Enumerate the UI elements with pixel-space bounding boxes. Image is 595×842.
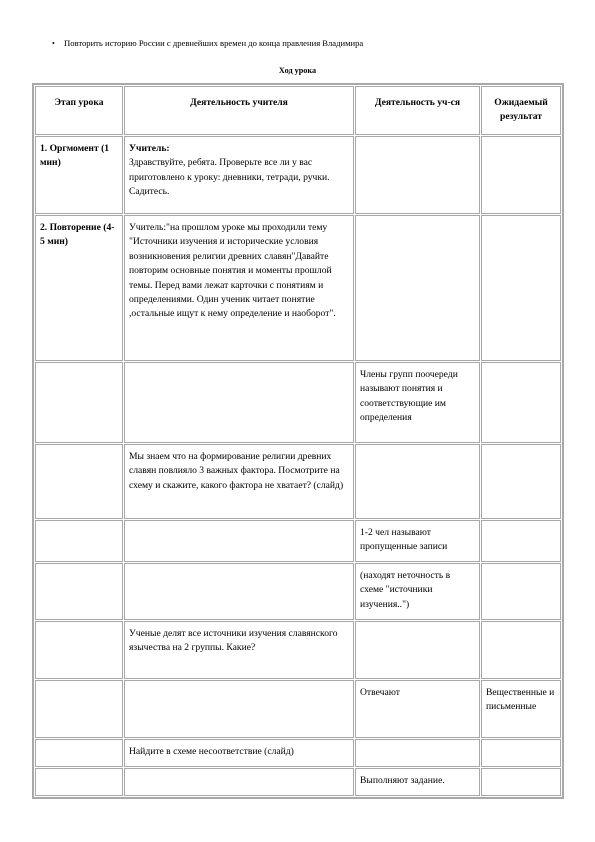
result-cell <box>481 362 561 443</box>
result-cell <box>481 215 561 361</box>
teacher-cell <box>124 520 354 562</box>
table-row <box>35 768 561 796</box>
teacher-cell: Ученые делят все источники изучения славянского язычества на 2 группы. Какие? <box>124 621 354 679</box>
stage-cell <box>35 520 123 562</box>
students-cell: Выполняют задание. <box>355 768 480 796</box>
bullet-item <box>52 38 363 48</box>
result-cell: Вещественные и письменные <box>481 680 561 738</box>
teacher-cell: Учитель:"на прошлом уроке мы проходили тему "Источники изучения и исторические условия возникновения религии древних славян"Давайте повторим основные понятия и моменты прошлой темы. Перед вами лежат карточки с понятиям и определениями. Один ученик читает понятие ,остальные ищут к нему определение и наоборот". <box>124 215 354 361</box>
table-header-row <box>35 86 561 135</box>
students-cell: 1-2 чел называют пропущенные записи <box>355 520 480 562</box>
bullet-text: Повторить историю России с древнейших времен до конца правления Владимира <box>64 38 364 48</box>
students-cell: (находят неточность в схеме "источники изучения..") <box>355 563 480 620</box>
teacher-label: Учитель: <box>129 143 170 154</box>
result-cell <box>481 136 561 214</box>
result-cell <box>481 520 561 562</box>
table-row <box>35 215 561 361</box>
teacher-cell: Мы знаем что на формирование религии древних славян повлияло 3 важных фактора. Посмотрите на схему и скажите, какого фактора не хватает? (слайд) <box>124 444 354 519</box>
bullet-dot-icon: • <box>52 39 55 48</box>
lesson-heading: Ход урока <box>278 66 317 75</box>
stage-cell <box>35 680 123 738</box>
result-cell <box>481 739 561 767</box>
teacher-cell <box>124 768 354 796</box>
teacher-cell <box>124 136 354 214</box>
teacher-cell <box>124 680 354 738</box>
column-header-stage: Этап урока <box>35 86 123 135</box>
students-cell <box>355 739 480 767</box>
teacher-text: Здравствуйте, ребята. Проверьте все ли у вас приготовлено к уроку: дневники, тетради, ручки. Садитесь. <box>129 157 330 198</box>
teacher-cell: Найдите в схеме несоответствие (слайд) <box>124 739 354 767</box>
stage-cell <box>35 444 123 519</box>
table-row <box>35 136 561 214</box>
table-row <box>35 621 561 679</box>
students-cell: Члены групп поочереди называют понятия и соответствующие им определения <box>355 362 480 443</box>
stage-cell <box>35 768 123 796</box>
lesson-table <box>32 83 564 799</box>
table-row <box>35 520 561 562</box>
teacher-cell <box>124 362 354 443</box>
students-cell <box>355 136 480 214</box>
column-header-result: Ожидаемый результат <box>481 86 561 135</box>
result-cell <box>481 621 561 679</box>
stage-cell <box>35 621 123 679</box>
stage-cell <box>35 563 123 620</box>
column-header-teacher: Деятельность учителя <box>124 86 354 135</box>
table-row <box>35 563 561 620</box>
table-row <box>35 362 561 443</box>
students-cell <box>355 215 480 361</box>
stage-cell: 1. Оргмомент (1 мин) <box>35 136 123 214</box>
table-row <box>35 444 561 519</box>
result-cell <box>481 768 561 796</box>
result-cell <box>481 563 561 620</box>
stage-cell <box>35 362 123 443</box>
stage-cell: 2. Повторение (4-5 мин) <box>35 215 123 361</box>
stage-cell <box>35 739 123 767</box>
teacher-cell <box>124 563 354 620</box>
table-row <box>35 739 561 767</box>
students-cell: Отвечают <box>355 680 480 738</box>
students-cell <box>355 621 480 679</box>
result-cell <box>481 444 561 519</box>
table-row <box>35 680 561 738</box>
students-cell <box>355 444 480 519</box>
column-header-students: Деятельность уч-ся <box>355 86 480 135</box>
